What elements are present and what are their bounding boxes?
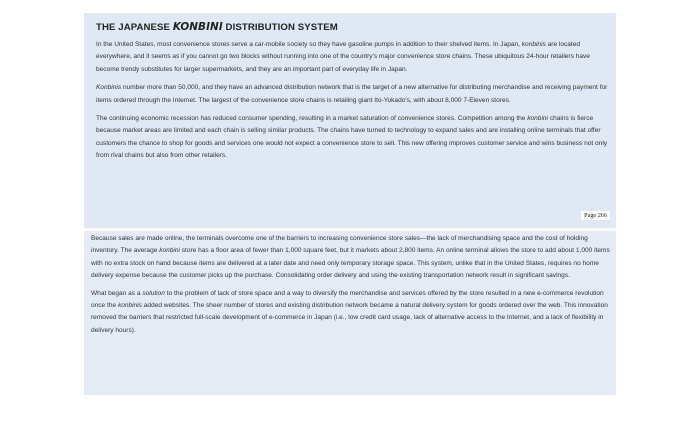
italic-text: solution [142, 289, 165, 297]
page-number-label: Page 266 [581, 211, 610, 220]
italic-text: konbini [159, 247, 180, 255]
title-prefix: THE JAPANESE [96, 22, 173, 33]
paragraph-text: chains is fierce because market areas are limited and each chain is selling similar products. The chains have turned to technology to expand sales and are installing online terminals that offer customers the chance to shop for goods and services one would not expect a convenience store to sell. This new offering improves customer service and wins business not only from rival chains but also from other retailers. [96, 115, 608, 160]
bottom-paragraphs [91, 233, 610, 337]
paragraph-text: number more than 50,000, and they have an advanced distribution network that is the target of a new alternative for distributing merchandise and receiving payment for items ordered through the Internet. The largest of the convenience store chains is retailing giant Ito-Yokado's, with about 8,000 7-Eleven stores. [96, 84, 608, 104]
italic-text: konbini [527, 115, 548, 123]
title-suffix: DISTRIBUTION SYSTEM [222, 22, 338, 33]
paragraph [91, 288, 610, 338]
paragraph-text: What began as a [91, 289, 143, 297]
paragraph-text: added websites. The sheer number of stores and existing distribution network became a natural delivery system for goods ordered over the web. This innovation removed the barriers that restricted full-scale development of e-commerce in Japan (i.e., low credit card usage, lack of alternative access to the Internet, and a lack of flexibility in delivery hours). [91, 302, 608, 334]
paragraph-text: Because sales are made online, the terminals overcome one of the barriers to increasing convenience store sales—the lack of merchandising space and the cost of holding inventory. The average [91, 235, 588, 255]
paragraph [91, 233, 610, 283]
paragraph [96, 39, 610, 76]
paragraph [96, 113, 610, 163]
top-paragraphs [96, 39, 610, 163]
italic-text: Konbinis [96, 84, 122, 92]
document-title [96, 21, 610, 33]
title-emphasis: KONBINI [172, 21, 223, 33]
document-page [84, 13, 616, 393]
paragraph-text: In the United States, most convenience stores serve a car-mobile society so they have gasoline pumps in addition to their shelved items. In Japan, [96, 41, 522, 48]
text-box-bottom [84, 231, 616, 395]
italic-text: konbinis [117, 302, 142, 310]
text-box-top [84, 13, 616, 228]
paragraph-text: The continuing economic recession has reduced consumer spending, resulting in a market saturation of convenience stores. Competition among the [96, 115, 528, 123]
paragraph-text: are located everywhere, and it seems as if you cannot go two blocks without running into one of the country's major convenience store chains. These ubiquitous 24-hour retailers have become trendy substitutes for larger supermarkets, and they are an important part of everyday life in Japan. [96, 41, 590, 73]
italic-text: konbinis [521, 41, 546, 48]
paragraph-text: to the problem of lack of store space and a way to diversify the merchandise and services offered by the store resulted in a new e-commerce revolution once the [91, 289, 604, 310]
paragraph-text: store has a floor area of fewer than 1,000 square feet, but it markets about 2,800 items. An online terminal allows the store to add about 1,000 items with no extra stock on hand because items are delivered at a later date and need only temporary storage space. This system, unlike that in the United States, requires no home delivery expense because the customer picks up the purchase. Consolidating order delivery and using the existing transportation network result in significant savings. [91, 247, 610, 280]
paragraph [96, 82, 610, 107]
